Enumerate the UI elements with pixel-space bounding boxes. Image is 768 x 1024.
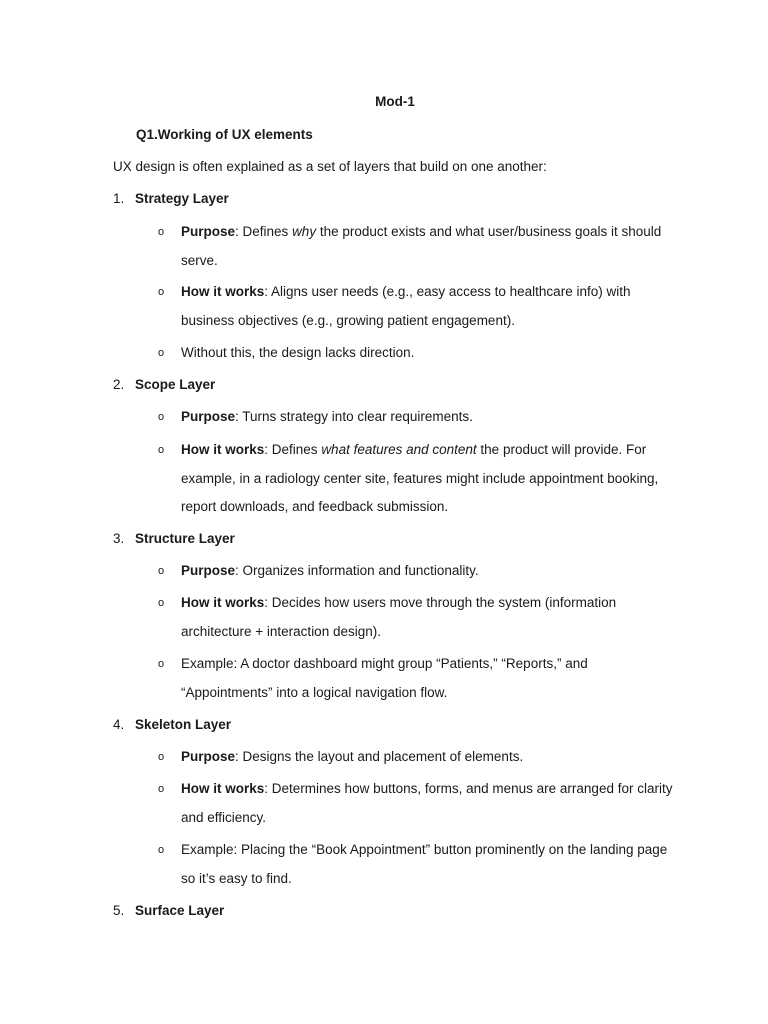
- bullet-marker: o: [158, 751, 165, 763]
- document-title: Mod-1: [375, 94, 415, 109]
- bullet-marker: o: [158, 286, 165, 298]
- item-label: Purpose: [181, 749, 236, 764]
- bullet-marker: o: [158, 597, 165, 609]
- layer-number: 1.: [113, 191, 125, 206]
- layer-name: Surface Layer: [135, 903, 225, 918]
- layer-name: Strategy Layer: [135, 191, 229, 206]
- layer-name: Structure Layer: [135, 531, 235, 546]
- item-label: Purpose: [181, 409, 236, 424]
- layer-name: Scope Layer: [135, 377, 216, 392]
- list-item: o Example: Placing the “Book Appointment” button prominently on the landing page so it’s easy to find.: [158, 836, 678, 893]
- item-label: Purpose: [181, 563, 236, 578]
- item-label: Purpose: [181, 224, 236, 239]
- bullet-marker: o: [158, 565, 165, 577]
- bullet-marker: o: [158, 226, 165, 238]
- layer-number: 5.: [113, 903, 125, 918]
- question-heading: Q1.Working of UX elements: [136, 127, 313, 142]
- bullet-marker: o: [158, 411, 165, 423]
- list-item: o How it works: Aligns user needs (e.g., easy access to healthcare info) with business objectives (e.g., growing patient engagement).: [158, 278, 678, 335]
- list-item: o Purpose: Organizes information and functionality.: [158, 557, 678, 586]
- item-label: How it works: [181, 781, 265, 796]
- layer-heading-strategy: [113, 191, 229, 206]
- bullet-marker: o: [158, 783, 165, 795]
- bullet-marker: o: [158, 347, 165, 359]
- item-label: How it works: [181, 595, 265, 610]
- layer-heading-skeleton: [113, 717, 231, 732]
- layer-name: Skeleton Layer: [135, 717, 232, 732]
- list-item: o Purpose: Designs the layout and placement of elements.: [158, 743, 678, 772]
- bullet-marker: o: [158, 844, 165, 856]
- intro-paragraph: UX design is often explained as a set of layers that build on one another:: [113, 159, 547, 174]
- bullet-marker: o: [158, 658, 165, 670]
- layer-heading-scope: [113, 377, 215, 392]
- list-item: o How it works: Defines what features and content the product will provide. For example, in a radiology center site, features might include appointment booking, report downloads, and feedback submission.: [158, 436, 678, 522]
- layer-number: 4.: [113, 717, 125, 732]
- layer-heading-surface: [113, 903, 224, 918]
- item-label: How it works: [181, 284, 265, 299]
- item-label: How it works: [181, 442, 265, 457]
- list-item: o Purpose: Defines why the product exists and what user/business goals it should serve.: [158, 218, 678, 275]
- list-item: o How it works: Determines how buttons, forms, and menus are arranged for clarity and efficiency.: [158, 775, 678, 832]
- list-item: o How it works: Decides how users move through the system (information architecture + interaction design).: [158, 589, 678, 646]
- bullet-marker: o: [158, 444, 165, 456]
- layer-number: 2.: [113, 377, 125, 392]
- layer-heading-structure: [113, 531, 235, 546]
- list-item: o Purpose: Turns strategy into clear requirements.: [158, 403, 678, 432]
- list-item: o Example: A doctor dashboard might group “Patients,” “Reports,” and “Appointments” into a logical navigation flow.: [158, 650, 678, 707]
- list-item: o Without this, the design lacks direction.: [158, 339, 678, 368]
- layer-number: 3.: [113, 531, 125, 546]
